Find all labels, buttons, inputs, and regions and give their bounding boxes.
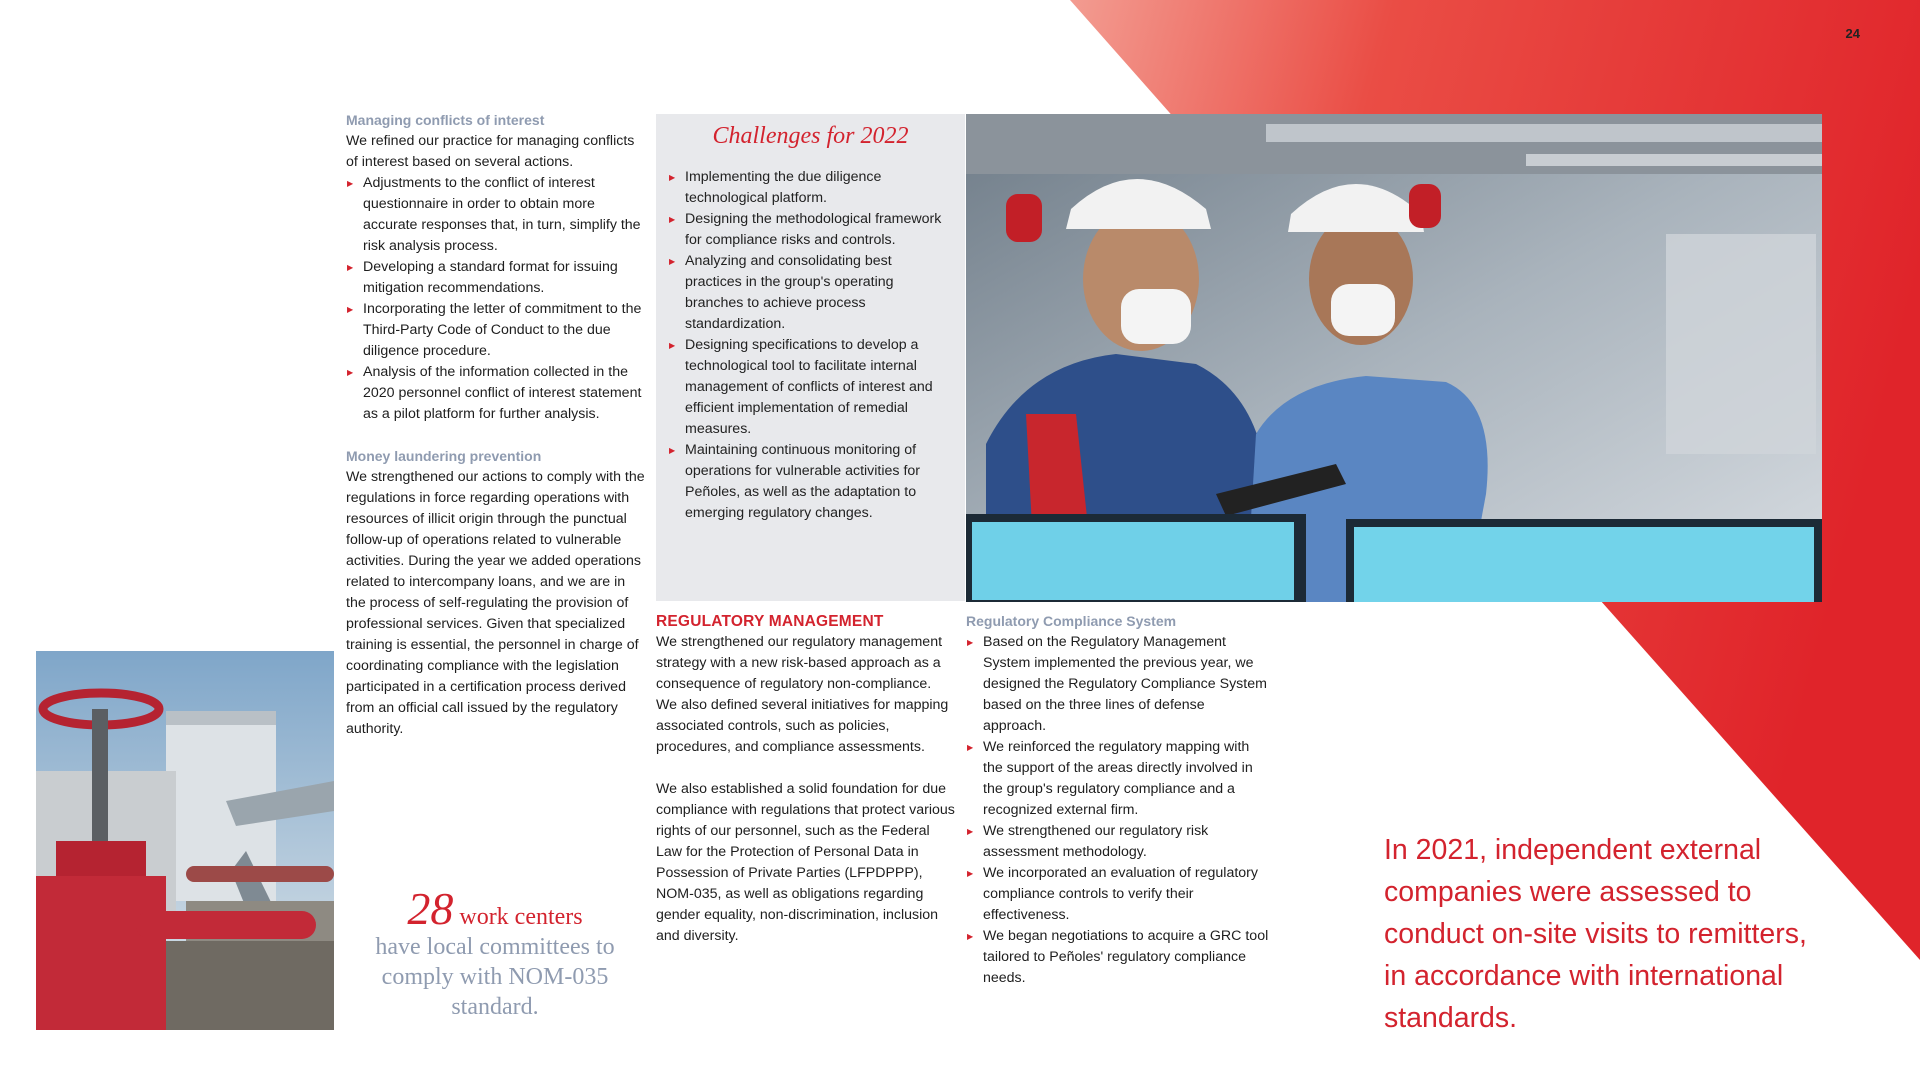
engineers-photo (966, 114, 1822, 602)
conflicts-column (346, 110, 646, 740)
page-number: 24 (1845, 26, 1860, 41)
regulatory-para-1: We strengthened our regulatory management strategy with a new risk-based approach as a consequence of regulatory non-compliance. We also defined several initiatives for mapping associated controls, such as policies, procedures, and compliance assessments. (656, 634, 949, 755)
compliance-system-column (966, 611, 1271, 989)
highlight-quote: In 2021, independent external companies were assessed to conduct on-site visits to remitters, in accordance with international standards. (1384, 834, 1807, 1034)
challenges-title: Challenges for 2022 (712, 123, 909, 149)
stat-number: 28 (407, 883, 454, 934)
list-item: ▶ We strengthened our regulatory risk assessment methodology. (966, 821, 1271, 863)
list-item: ▶ Incorporating the letter of commitment to the Third-Party Code of Conduct to the due diligence procedure. (346, 299, 646, 362)
list-item: ▶ Maintaining continuous monitoring of operations for vulnerable activities for Peñoles, as well as the adaptation to emerging regulatory changes. (668, 440, 951, 524)
list-item: ▶ Analysis of the information collected in the 2020 personnel conflict of interest statement as a pilot platform for further analysis. (346, 362, 646, 425)
list-item: ▶ We reinforced the regulatory mapping with the support of the areas directly involved in the group's regulatory compliance and a recognized external firm. (966, 737, 1271, 821)
stat-rest: have local committees to comply with NOM-035 standard. (375, 934, 615, 1020)
conflicts-heading: Managing conflicts of interest (346, 112, 545, 128)
list-item: ▶ Developing a standard format for issuing mitigation recommendations. (346, 257, 646, 299)
list-item: ▶ Designing specifications to develop a technological tool to facilitate internal management of conflicts of interest and efficient implementation of remedial measures. (668, 335, 951, 440)
regulatory-para-2: We also established a solid foundation for due compliance with regulations that protect various rights of our personnel, such as the Federal Law for the Protection of Personal Data in Possession of Private Parties (LFPDPPP), NOM-035, as well as obligations regarding gender equality, non-discrimination, inclusion and diversity. (656, 781, 955, 944)
money-laundering-body: We strengthened our actions to comply with the regulations in force regarding operations with resources of illicit origin through the punctual follow-up of operations related to vulnerable activities. During the year we added operations related to intercompany loans, and we are in the process of self-regulating the provision of professional services. Given that specialized training is essential, the personnel in charge of coordinating compliance with the legislation participated in a certification process derived from an official call issued by the regulatory authority. (346, 469, 645, 737)
list-item: ▶ Analyzing and consolidating best practices in the group's operating branches to achieve process standardization. (668, 251, 951, 335)
list-item: ▶ Based on the Regulatory Management System implemented the previous year, we designed the Regulatory Compliance System based on the three lines of defense approach. (966, 632, 1271, 737)
conflicts-intro: We refined our practice for managing conflicts of interest based on several actions. (346, 133, 635, 170)
challenges-box (656, 114, 965, 601)
compliance-system-heading: Regulatory Compliance System (966, 613, 1177, 629)
list-item: ▶ Implementing the due diligence technological platform. (668, 167, 951, 209)
conflicts-list (346, 173, 646, 425)
stat-label: work centers (459, 904, 583, 930)
compliance-system-list (966, 632, 1271, 989)
challenges-list (656, 167, 965, 524)
stat-callout (350, 883, 640, 1022)
list-item: ▶ Designing the methodological framework for compliance risks and controls. (668, 209, 951, 251)
valve-photo (36, 651, 334, 1030)
list-item: ▶ We incorporated an evaluation of regulatory compliance controls to verify their effectiveness. (966, 863, 1271, 926)
money-laundering-heading: Money laundering prevention (346, 448, 542, 464)
regulatory-heading: REGULATORY MANAGEMENT (656, 613, 884, 630)
list-item: ▶ Adjustments to the conflict of interest questionnaire in order to obtain more accurate responses that, in turn, simplify the risk analysis process. (346, 173, 646, 257)
regulatory-column (656, 611, 956, 947)
list-item: ▶ We began negotiations to acquire a GRC tool tailored to Peñoles' regulatory compliance needs. (966, 926, 1271, 989)
